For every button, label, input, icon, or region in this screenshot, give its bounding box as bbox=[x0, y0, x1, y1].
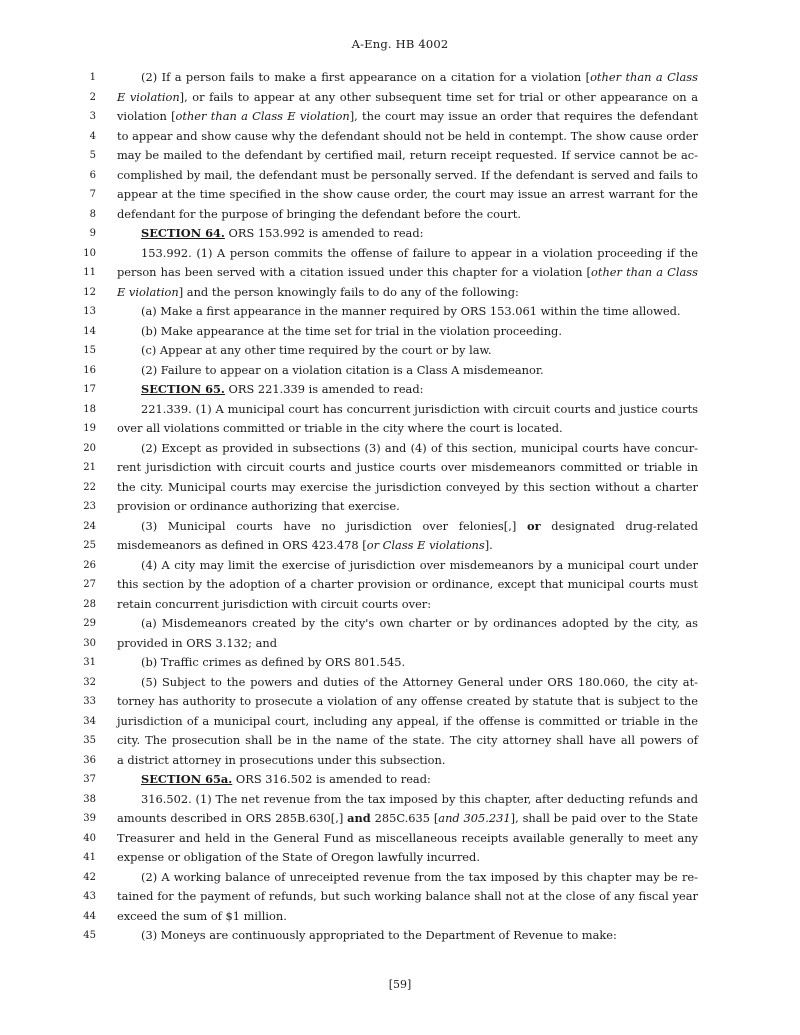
document-line bbox=[0, 380, 800, 400]
line-text bbox=[117, 205, 698, 225]
document-line bbox=[0, 127, 800, 147]
line-text bbox=[117, 146, 698, 166]
line-number: 6 bbox=[89, 169, 96, 181]
text-run: SECTION 65a. bbox=[141, 772, 233, 786]
line-text bbox=[141, 517, 698, 537]
line-number: 39 bbox=[83, 813, 96, 824]
text-run: SECTION 64. bbox=[141, 226, 225, 240]
text-run: the city. Municipal courts may exercise the jurisdiction conveyed by this section without a charter bbox=[117, 479, 698, 494]
line-text bbox=[117, 634, 698, 654]
text-run: (2) A working balance of unreceipted revenue from the tax imposed by this chapter may be re- bbox=[141, 869, 698, 884]
text-run: 285C.635 [ bbox=[370, 811, 439, 825]
line-number: 41 bbox=[83, 852, 96, 863]
text-run: (3) Municipal courts have no jurisdiction over felonies[,] bbox=[141, 518, 527, 533]
text-run: ]. bbox=[484, 538, 493, 552]
line-number: 21 bbox=[83, 462, 96, 473]
document-line bbox=[0, 361, 800, 381]
line-number: 12 bbox=[83, 286, 96, 298]
text-run: provided in ORS 3.132; and bbox=[117, 635, 278, 650]
line-text bbox=[117, 595, 698, 615]
document-line bbox=[0, 224, 800, 244]
text-run: Treasurer and held in the General Fund as miscellaneous receipts available generally to meet any bbox=[117, 830, 698, 845]
line-number: 1 bbox=[89, 72, 96, 83]
text-run: (c) Appear at any other time required by the court or by law. bbox=[141, 343, 492, 357]
line-text bbox=[117, 283, 698, 303]
text-run: ORS 316.502 is amended to read: bbox=[232, 772, 431, 786]
document-line bbox=[0, 302, 800, 322]
text-run: ORS 153.992 is amended to read: bbox=[224, 226, 424, 240]
page-number: [59] bbox=[388, 978, 412, 991]
line-text bbox=[117, 731, 698, 751]
text-run: (a) Make a first appearance in the manner required by ORS 153.061 within the time allowed. bbox=[141, 304, 681, 318]
line-number: 22 bbox=[83, 481, 96, 493]
line-text bbox=[117, 127, 698, 147]
text-run: (5) Subject to the powers and duties of the Attorney General under ORS 180.060, the city at- bbox=[141, 674, 698, 689]
line-text bbox=[141, 673, 698, 693]
line-number: 27 bbox=[83, 579, 96, 590]
line-text bbox=[117, 185, 698, 205]
line-text bbox=[141, 302, 698, 322]
line-number: 30 bbox=[83, 637, 96, 649]
document-line bbox=[0, 790, 800, 810]
line-number: 45 bbox=[83, 930, 96, 941]
document-line bbox=[0, 731, 800, 751]
text-run: rent jurisdiction with circuit courts and justice courts over misdemeanors committed or triable in bbox=[117, 460, 698, 474]
line-number: 43 bbox=[83, 891, 96, 902]
text-run: to appear and show cause why the defendant should not be held in contempt. The show cause order bbox=[117, 128, 698, 143]
text-run: or bbox=[526, 518, 541, 533]
line-number: 17 bbox=[83, 384, 96, 395]
document-line bbox=[0, 517, 800, 537]
line-text bbox=[141, 361, 698, 381]
line-number: 18 bbox=[83, 403, 96, 415]
line-text bbox=[141, 400, 698, 420]
line-text bbox=[141, 224, 698, 244]
text-run: city. The prosecution shall be in the name of the state. The city attorney shall have all powers of bbox=[117, 733, 698, 747]
text-run: person has been served with a citation issued under this chapter for a violation [ bbox=[117, 265, 592, 279]
line-number: 32 bbox=[83, 676, 96, 688]
text-run: E violation bbox=[117, 89, 180, 104]
document-line bbox=[0, 244, 800, 264]
line-text bbox=[141, 790, 698, 810]
text-run: ], the court may issue an order that requires the defendant bbox=[349, 109, 698, 123]
line-text bbox=[141, 926, 698, 946]
line-number: 3 bbox=[89, 111, 96, 122]
text-run: (a) Misdemeanors created by the city's own charter or by ordinances adopted by the city, as bbox=[141, 616, 698, 630]
line-text bbox=[117, 497, 698, 517]
line-text bbox=[141, 439, 698, 459]
line-number: 28 bbox=[83, 598, 96, 610]
text-run: provision or ordinance authorizing that exercise. bbox=[117, 499, 400, 513]
text-run: complished by mail, the defendant must be personally served. If the defendant is served and fails to bbox=[117, 167, 698, 182]
document-line bbox=[0, 868, 800, 888]
text-run: appear at the time specified in the show cause order, the court may issue an arrest warrant for the bbox=[117, 187, 698, 201]
text-run: (4) A city may limit the exercise of jurisdiction over misdemeanors by a municipal court under bbox=[141, 557, 698, 572]
document-line bbox=[0, 166, 800, 186]
text-run: violation [ bbox=[117, 109, 176, 123]
text-run: designated drug-related bbox=[540, 518, 698, 533]
document-line bbox=[0, 400, 800, 420]
line-number: 16 bbox=[83, 364, 96, 376]
document-line bbox=[0, 205, 800, 225]
line-text bbox=[117, 107, 698, 127]
line-text bbox=[117, 712, 698, 732]
document-line bbox=[0, 419, 800, 439]
line-text bbox=[117, 887, 698, 907]
text-run: ], or fails to appear at any other subsequent time set for trial or other appearance on a bbox=[179, 89, 698, 104]
line-number: 40 bbox=[83, 832, 96, 844]
document-line bbox=[0, 712, 800, 732]
line-number: 24 bbox=[83, 520, 96, 532]
line-text bbox=[117, 263, 698, 283]
document-line bbox=[0, 575, 800, 595]
document-line bbox=[0, 263, 800, 283]
text-run: (3) Moneys are continuously appropriated to the Department of Revenue to make: bbox=[141, 928, 617, 942]
text-run: (2) Except as provided in subsections (3) and (4) of this section, municipal courts have concur- bbox=[141, 440, 698, 455]
document-line bbox=[0, 770, 800, 790]
text-run: E violation bbox=[117, 284, 179, 299]
line-text bbox=[117, 88, 698, 108]
line-number: 33 bbox=[83, 696, 96, 707]
line-text bbox=[141, 68, 698, 88]
line-text bbox=[117, 536, 698, 556]
document-line bbox=[0, 341, 800, 361]
line-text bbox=[141, 341, 698, 361]
line-number: 31 bbox=[83, 657, 96, 668]
document-line bbox=[0, 595, 800, 615]
document-line bbox=[0, 107, 800, 127]
document-line bbox=[0, 829, 800, 849]
document-line bbox=[0, 751, 800, 771]
line-text bbox=[141, 770, 698, 790]
document-body bbox=[0, 68, 800, 946]
text-run: (2) If a person fails to make a first appearance on a citation for a violation [ bbox=[141, 70, 591, 84]
text-run: defendant for the purpose of bringing the defendant before the court. bbox=[117, 206, 522, 221]
line-text bbox=[117, 166, 698, 186]
line-number: 4 bbox=[89, 130, 96, 142]
line-text bbox=[117, 692, 698, 712]
line-text bbox=[141, 244, 698, 264]
document-line bbox=[0, 926, 800, 946]
text-run: a district attorney in prosecutions under this subsection. bbox=[117, 752, 446, 767]
document-line bbox=[0, 88, 800, 108]
line-number: 37 bbox=[83, 774, 96, 785]
document-line bbox=[0, 809, 800, 829]
line-number: 34 bbox=[83, 715, 96, 727]
line-number: 13 bbox=[83, 306, 96, 317]
document-line bbox=[0, 653, 800, 673]
document-line bbox=[0, 907, 800, 927]
line-number: 11 bbox=[83, 267, 96, 278]
line-number: 19 bbox=[83, 423, 96, 434]
document-line bbox=[0, 497, 800, 517]
line-number: 23 bbox=[83, 501, 96, 512]
line-number: 44 bbox=[83, 910, 96, 922]
text-run: (2) Failure to appear on a violation citation is a Class A misdemeanor. bbox=[141, 362, 544, 377]
line-number: 42 bbox=[83, 871, 96, 883]
line-number: 5 bbox=[89, 150, 96, 161]
text-run: and 305.231 bbox=[438, 811, 511, 825]
document-line bbox=[0, 439, 800, 459]
line-text bbox=[141, 868, 698, 888]
text-run: SECTION 65. bbox=[141, 382, 225, 396]
text-run: and bbox=[347, 811, 371, 825]
line-number: 14 bbox=[83, 325, 96, 337]
text-run: ] and the person knowingly fails to do any of the following: bbox=[178, 284, 519, 299]
line-text bbox=[141, 380, 698, 400]
line-number: 10 bbox=[83, 247, 96, 259]
text-run: ORS 221.339 is amended to read: bbox=[224, 382, 424, 396]
line-number: 20 bbox=[83, 442, 96, 454]
line-text bbox=[141, 653, 698, 673]
page-header: A-Eng. HB 4002 bbox=[351, 37, 449, 51]
line-number: 29 bbox=[83, 618, 96, 629]
text-run: jurisdiction of a municipal court, including any appeal, if the offense is committed or triable in the bbox=[117, 713, 698, 728]
line-text bbox=[117, 419, 698, 439]
document-line bbox=[0, 68, 800, 88]
text-run: ], shall be paid over to the State bbox=[510, 811, 698, 825]
line-number: 35 bbox=[83, 735, 96, 746]
text-run: retain concurrent jurisdiction with circuit courts over: bbox=[117, 596, 432, 611]
text-run: other than a Class bbox=[591, 265, 698, 279]
document-line bbox=[0, 692, 800, 712]
line-text bbox=[141, 614, 698, 634]
text-run: 153.992. (1) A person commits the offense of failure to appear in a violation proceeding if the bbox=[141, 245, 698, 260]
document-line bbox=[0, 536, 800, 556]
line-number: 8 bbox=[89, 208, 96, 220]
document-line bbox=[0, 614, 800, 634]
document-line bbox=[0, 146, 800, 166]
line-number: 7 bbox=[89, 189, 96, 200]
text-run: this section by the adoption of a charter provision or ordinance, except that municipal courts must bbox=[117, 577, 698, 591]
document-line bbox=[0, 458, 800, 478]
line-text bbox=[117, 478, 698, 498]
text-run: other than a Class bbox=[590, 70, 698, 84]
line-number: 25 bbox=[83, 540, 96, 551]
document-line bbox=[0, 634, 800, 654]
document-line bbox=[0, 283, 800, 303]
text-run: (b) Traffic crimes as defined by ORS 801.545. bbox=[141, 655, 406, 669]
line-number: 9 bbox=[89, 228, 96, 239]
text-run: torney has authority to prosecute a violation of any offense created by statute that is subject to the bbox=[117, 694, 698, 708]
line-text bbox=[117, 575, 698, 595]
line-number: 15 bbox=[83, 345, 96, 356]
line-number: 38 bbox=[83, 793, 96, 805]
line-text bbox=[117, 809, 698, 829]
document-line bbox=[0, 673, 800, 693]
text-run: misdemeanors as defined in ORS 423.478 [ bbox=[117, 538, 367, 552]
line-text bbox=[117, 907, 698, 927]
line-text bbox=[141, 322, 698, 342]
line-number: 2 bbox=[89, 91, 96, 103]
line-text bbox=[117, 458, 698, 478]
line-text bbox=[117, 751, 698, 771]
document-line bbox=[0, 322, 800, 342]
text-run: 221.339. (1) A municipal court has concurrent jurisdiction with circuit courts and justice courts bbox=[141, 401, 698, 416]
text-run: expense or obligation of the State of Oregon lawfully incurred. bbox=[117, 850, 480, 864]
document-line bbox=[0, 478, 800, 498]
text-run: tained for the payment of refunds, but such working balance shall not at the close of any fiscal year bbox=[117, 889, 698, 903]
document-line bbox=[0, 556, 800, 576]
text-run: other than a Class E violation bbox=[175, 109, 350, 123]
text-run: over all violations committed or triable in the city where the court is located. bbox=[117, 421, 563, 435]
line-text bbox=[117, 848, 698, 868]
text-run: (b) Make appearance at the time set for trial in the violation proceeding. bbox=[141, 323, 562, 338]
text-run: or Class E violations bbox=[366, 538, 485, 552]
line-text bbox=[117, 829, 698, 849]
document-line bbox=[0, 185, 800, 205]
line-text bbox=[141, 556, 698, 576]
line-number: 36 bbox=[83, 754, 96, 766]
line-number: 26 bbox=[83, 559, 96, 571]
text-run: may be mailed to the defendant by certified mail, return receipt requested. If service cannot be ac- bbox=[117, 148, 698, 162]
document-line bbox=[0, 887, 800, 907]
document-line bbox=[0, 848, 800, 868]
text-run: amounts described in ORS 285B.630[,] bbox=[117, 811, 348, 825]
text-run: exceed the sum of $1 million. bbox=[117, 908, 287, 923]
text-run: 316.502. (1) The net revenue from the tax imposed by this chapter, after deducting refunds and bbox=[141, 791, 698, 806]
